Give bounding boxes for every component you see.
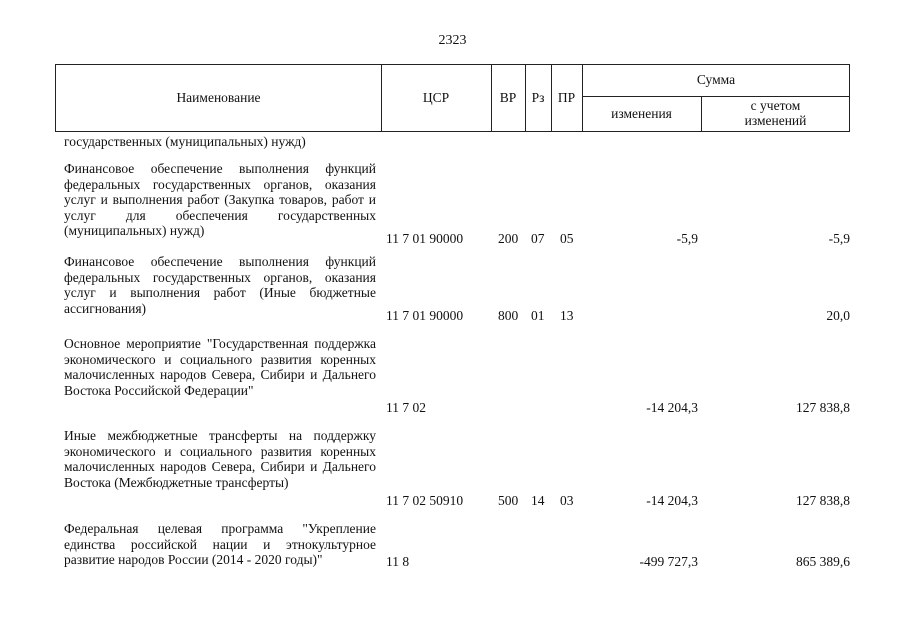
col-total-header: с учетом изменений	[744, 98, 807, 128]
row-csr: 11 7 02	[386, 400, 426, 415]
row-change: -14 204,3	[646, 493, 698, 508]
row-pr: 05	[560, 231, 574, 246]
col-vr-header: ВР	[499, 89, 517, 105]
col-name-header: Наименование	[176, 89, 261, 105]
page-number: 2323	[438, 33, 467, 48]
col-changes-header: изменения	[611, 105, 672, 121]
row-total: 865 389,6	[796, 554, 850, 569]
continuation-text: государственных (муниципальных) нужд)	[64, 134, 306, 149]
row-total: 127 838,8	[796, 400, 850, 415]
row-name: Федеральная целевая программа "Укрепление единства российской нации и этнокультурное развитие народов России (2014 - 2020 годы)"	[64, 521, 376, 568]
col-rz-header: Рз	[531, 89, 545, 105]
col-pr-header: ПР	[557, 89, 576, 105]
row-change: -5,9	[676, 231, 698, 246]
row-csr: 11 8	[386, 554, 410, 569]
row-rz: 07	[531, 231, 545, 246]
row-csr: 11 7 02 50910	[386, 493, 464, 508]
row-total: -5,9	[828, 231, 850, 246]
table-header	[55, 64, 850, 132]
row-rz: 01	[531, 308, 545, 323]
col-csr-header: ЦСР	[422, 89, 450, 105]
row-vr: 200	[498, 231, 519, 246]
row-vr: 800	[498, 308, 519, 323]
row-rz: 14	[531, 493, 545, 508]
row-vr: 500	[498, 493, 519, 508]
row-pr: 13	[560, 308, 574, 323]
row-pr: 03	[560, 493, 574, 508]
row-name: Иные межбюджетные трансферты на поддержку экономического и социального развития коренных малочисленных народов Севера, Сибири и Дальнего Востока (Межбюджетные трансферты)	[64, 428, 376, 490]
row-csr: 11 7 01 90000	[386, 308, 464, 323]
row-name: Финансовое обеспечение выполнения функций федеральных государственных органов, оказания услуг и выполнения работ (Иные бюджетные ассигнования)	[64, 254, 376, 316]
row-name: Основное мероприятие "Государственная поддержка экономического и социального развития коренных малочисленных народов Севера, Сибири и Дальнего Востока Российской Федерации"	[64, 336, 376, 398]
row-total: 127 838,8	[796, 493, 850, 508]
row-name: Финансовое обеспечение выполнения функций федеральных государственных органов, оказания услуг и выполнения работ (Закупка товаров, работ и услуг для обеспечения государственных (муниципальных) нужд)	[64, 161, 376, 239]
row-change: -499 727,3	[639, 554, 698, 569]
col-sum-header: Сумма	[696, 72, 736, 88]
row-total: 20,0	[826, 308, 850, 323]
row-csr: 11 7 01 90000	[386, 231, 464, 246]
row-change: -14 204,3	[646, 400, 698, 415]
